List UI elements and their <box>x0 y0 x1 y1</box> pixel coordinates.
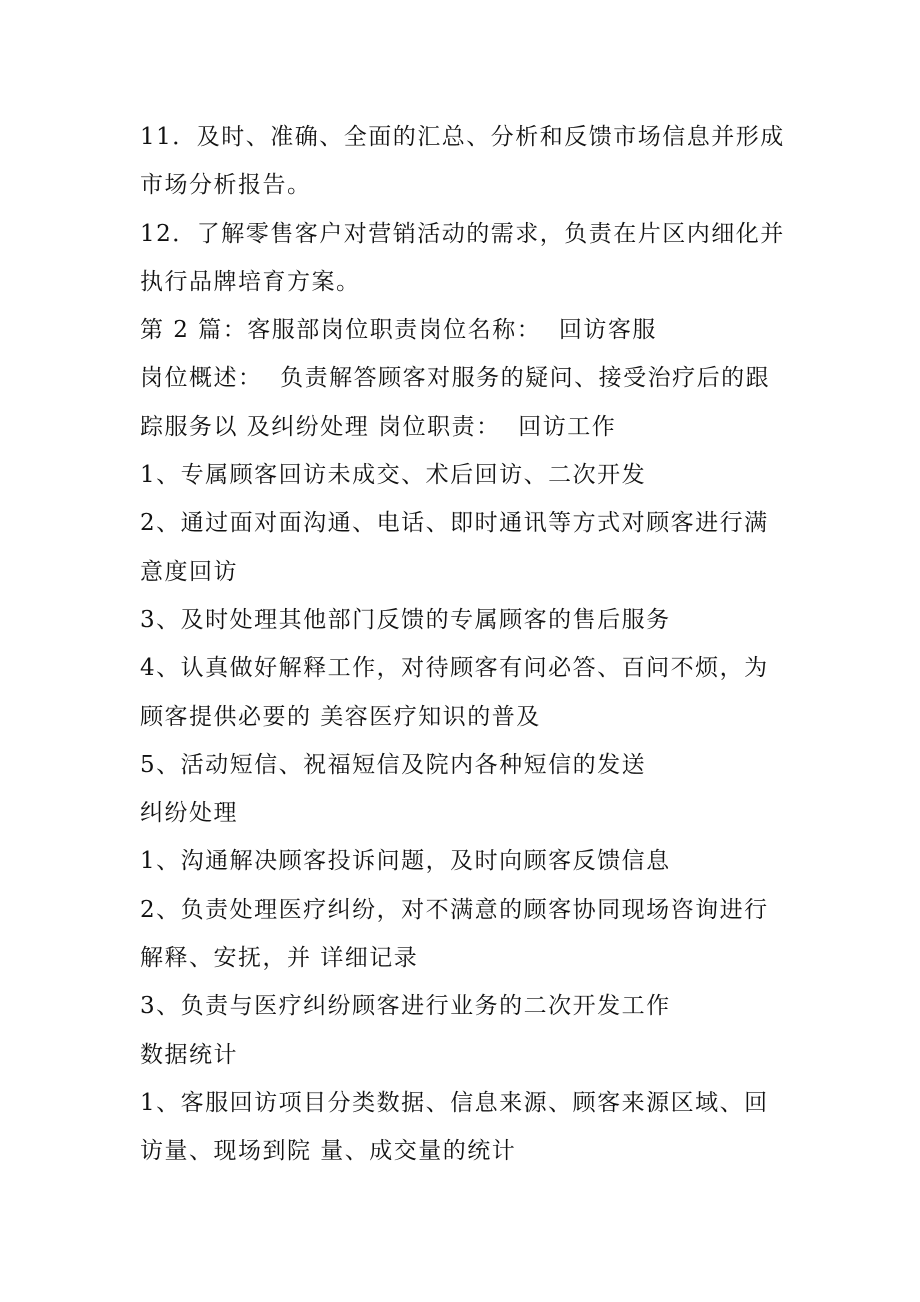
text-line-21: 1、客服回访项目分类数据、信息来源、顾客来源区域、回 <box>140 1089 769 1116</box>
text-line-11: 3、及时处理其他部门反馈的专属顾客的售后服务 <box>140 606 671 633</box>
text-line-22: 访量、现场到院 量、成交量的统计 <box>140 1138 517 1165</box>
subheading-statistics: 数据统计 <box>140 1041 238 1068</box>
text-line-4: 执行品牌培育方案。 <box>140 268 361 295</box>
text-line-3: 12．了解零售客户对营销活动的需求，负责在片区内细化并 <box>140 220 785 247</box>
text-line-19: 3、负责与医疗纠纷顾客进行业务的二次开发工作 <box>140 993 671 1020</box>
text-line-13: 顾客提供必要的 美容医疗知识的普及 <box>140 703 541 730</box>
section-heading-2: 第 2 篇：客服部岗位职责岗位名称： 回访客服 <box>140 317 657 344</box>
text-line-16: 1、沟通解决顾客投诉问题，及时向顾客反馈信息 <box>140 848 671 875</box>
text-line-12: 4、认真做好解释工作，对待顾客有问必答、百问不烦，为 <box>140 655 769 682</box>
text-line-9: 2、通过面对面沟通、电话、即时通讯等方式对顾客进行满 <box>140 510 769 537</box>
text-line-18: 解释、安抚，并 详细记录 <box>140 945 419 972</box>
text-line-14: 5、活动短信、祝福短信及院内各种短信的发送 <box>140 751 647 778</box>
subheading-dispute: 纠纷处理 <box>140 800 238 827</box>
text-line-17: 2、负责处理医疗纠纷，对不满意的顾客协同现场咨询进行 <box>140 896 769 923</box>
text-line-10: 意度回访 <box>140 558 238 585</box>
text-line-1: 11．及时、准确、全面的汇总、分析和反馈市场信息并形成 <box>140 124 785 150</box>
document-body <box>140 113 790 1176</box>
text-line-8: 1、专属顾客回访未成交、术后回访、二次开发 <box>140 462 647 489</box>
text-line-2: 市场分析报告。 <box>140 172 312 199</box>
text-line-6: 岗位概述： 负责解答顾客对服务的疑问、接受治疗后的跟 <box>140 365 771 392</box>
text-line-7: 踪服务以 及纠纷处理 岗位职责： 回访工作 <box>140 413 617 440</box>
